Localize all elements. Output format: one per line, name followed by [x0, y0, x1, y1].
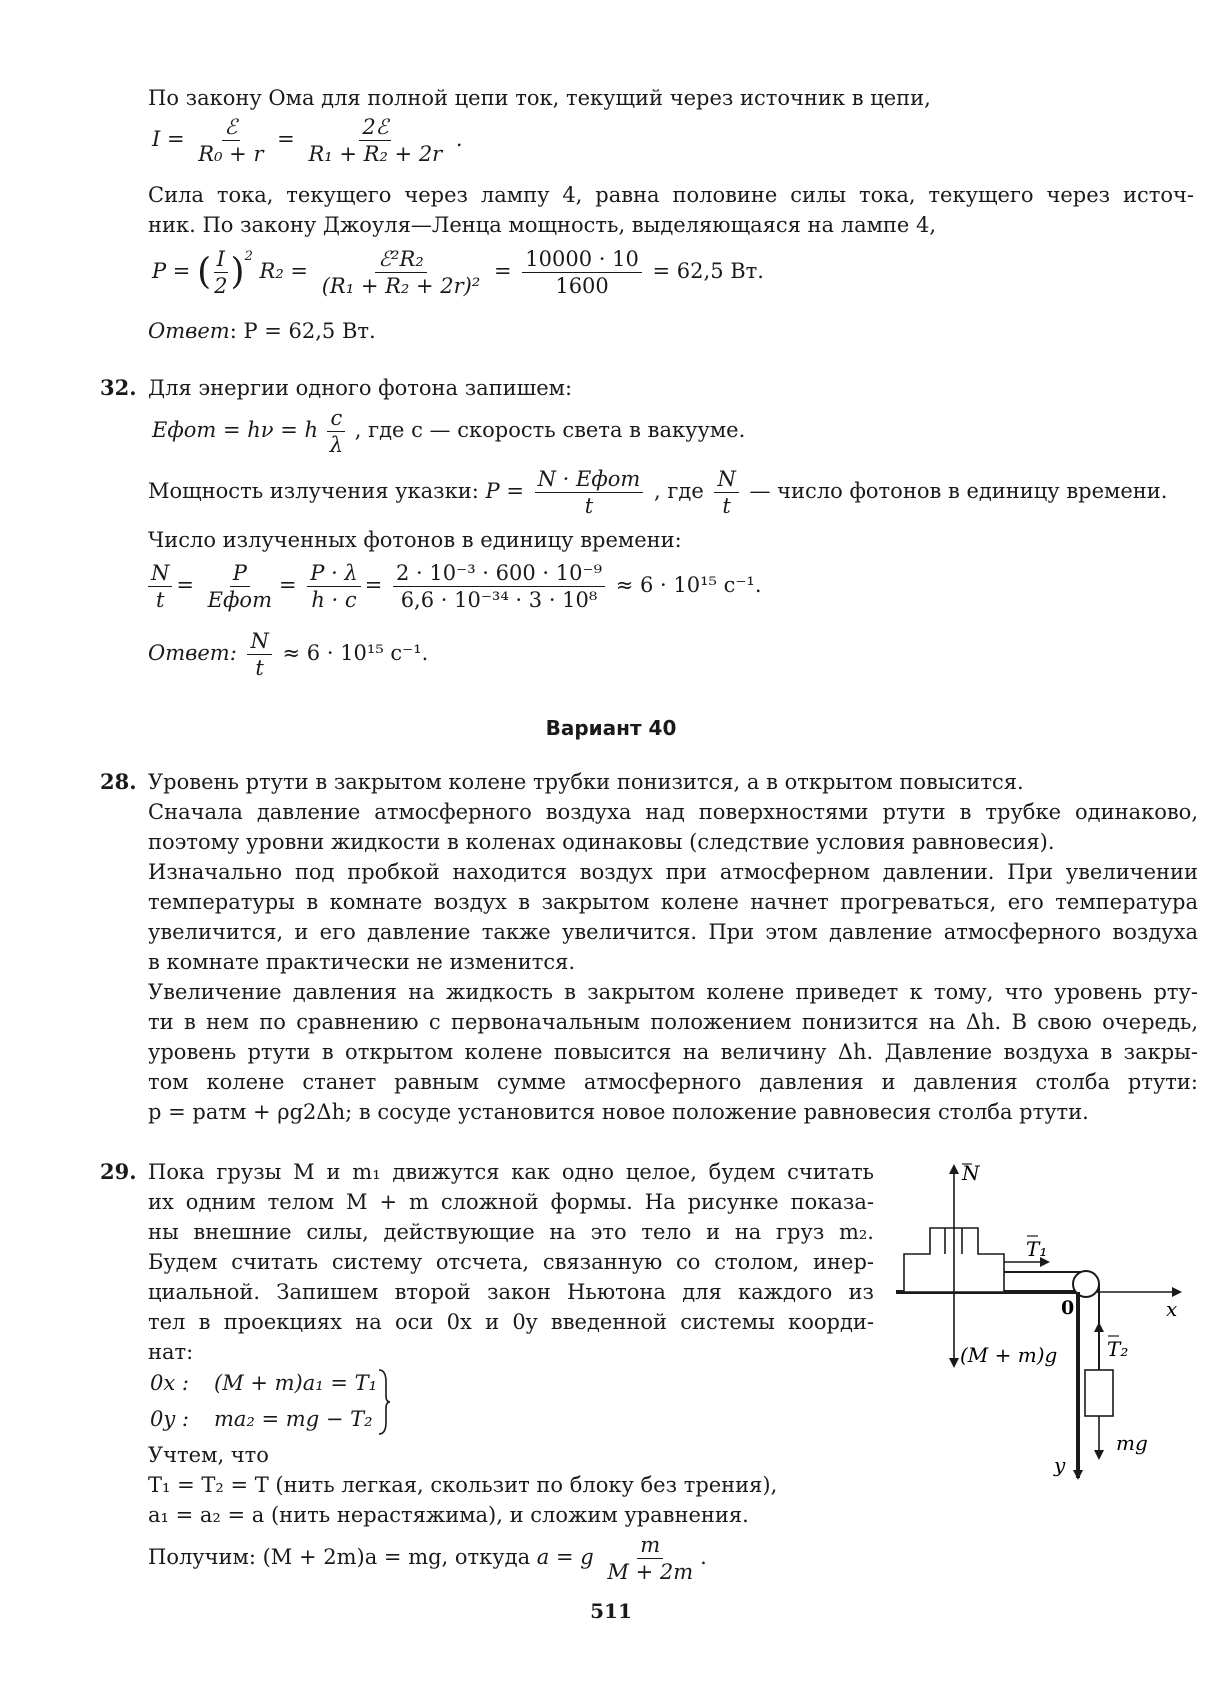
frac-num: ℰ — [222, 114, 241, 141]
formula-photon-energy — [152, 405, 745, 458]
text-line: поэтому уровни жидкости в коленах одинаковы (следствие условия равновесия). — [148, 830, 1055, 854]
text-line: Пока грузы M и m₁ движутся как одно целое, будем считать — [148, 1160, 874, 1184]
label-mg: mg — [1116, 1431, 1148, 1455]
text-line: том колене станет равным сумме атмосферного давления и давления столба ртути: — [148, 1070, 1198, 1094]
frac-num: N — [148, 560, 172, 587]
frac-num: N — [247, 628, 271, 655]
answer-text: : P = 62,5 Вт. — [229, 319, 376, 343]
frac-num: 10000 · 10 — [522, 246, 642, 273]
eq-body: ma₂ = mg − T₂ — [214, 1407, 373, 1431]
text-line: Уровень ртути в закрытом колене трубки понизится, а в открытом повысится. — [148, 770, 1024, 794]
text-line: T₁ = T₂ = T (нить легкая, скользит по блоку без трения), — [148, 1473, 778, 1497]
p29-final — [148, 1532, 707, 1585]
frac-den: t — [584, 494, 594, 518]
frac-num: P · λ — [307, 560, 360, 587]
frac-den: 6,6 · 10⁻³⁴ · 3 · 10⁸ — [400, 588, 598, 612]
p29-after — [148, 1440, 777, 1530]
period: . — [455, 127, 463, 151]
text-line: Увеличение давления на жидкость в закрытом колене приведет к тому, что уровень рту- — [148, 980, 1198, 1004]
frac-num: 2 · 10⁻³ · 600 · 10⁻⁹ — [393, 560, 605, 587]
final-lhs: a = g — [536, 1545, 594, 1569]
formula-photon-lhs: Eфот = hν = h — [152, 418, 319, 442]
label-T2: T₂ — [1107, 1337, 1129, 1361]
final-end: . — [700, 1545, 707, 1569]
p29-equation-y — [150, 1404, 373, 1434]
label-x: x — [1166, 1297, 1178, 1321]
text-line: Сначала давление атмосферного воздуха над поверхностями ртути в трубке одинаково, — [148, 800, 1198, 824]
p29-equation-x — [150, 1368, 377, 1398]
p32-line1: Для энергии одного фотона запишем: — [148, 376, 573, 400]
formula-photon-count: $\frac{N}{t}$ = $\frac{P}{\text{Eфот}}$ = $\frac{P \cdot \lambda}{h \cdot c}$ = $\frac{\text{2 · 10⁻³ · 600 · 10⁻⁹}}{\text{6,6 · 10⁻³⁴ · 3 · 10⁸}}$ ≈ 6 · 10¹⁵ с⁻¹. — [148, 560, 762, 613]
ohm-intro: По закону Ома для полной цепи ток, текущий через источник в цепи, — [148, 86, 931, 110]
ohm-answer — [148, 316, 376, 346]
frac-den: M + 2m — [607, 1560, 694, 1584]
text-line: в комнате практически не изменится. — [148, 950, 576, 974]
formula-photon-tail: , где c — скорость света в вакууме. — [354, 418, 746, 442]
eq-axis: 0y : — [150, 1407, 189, 1431]
problem-28-number: 28. — [100, 769, 137, 794]
equals: = — [493, 259, 512, 283]
equals: = — [277, 127, 295, 151]
frac-den: R₀ + r — [198, 142, 264, 166]
frac-den: 2 — [214, 274, 228, 298]
frac-den: t — [155, 588, 165, 612]
power-lhs: P = — [485, 479, 524, 503]
text-line: ти в нем по сравнению с первоначальным положением понизится на Δh. В свою очередь, — [148, 1010, 1198, 1034]
frac-den: t — [255, 656, 264, 680]
frac-num: P — [230, 560, 250, 587]
label-T1: T₁ — [1026, 1237, 1048, 1261]
label-N: N — [962, 1161, 980, 1185]
label-weight-body: (M + m)g — [960, 1343, 1058, 1367]
text-line: увеличится, и его давление также увеличится. При этом давление атмосферного воздуха — [148, 920, 1198, 944]
formula-power: P = ( $\frac{I}{2}$ )$^2$ R₂ = $\frac{\text{ℰ²R₂}}{\text{(R₁ + R₂ + 2r)²}}$ = $\frac{10000 \cdot 10}{1600}$ = 62,5 Вт. — [152, 247, 764, 298]
power-tail: — число фотонов в единицу времени. — [749, 479, 1168, 503]
p28-text — [148, 767, 1198, 1127]
frac-den: Eфот — [207, 588, 272, 612]
frac-num: 2ℰ — [359, 114, 391, 141]
frac-den: R₁ + R₂ + 2r — [308, 142, 443, 166]
problem-32-number: 32. — [100, 375, 137, 400]
text-line: температуры в комнате воздух в закрытом колене начнет прогреваться, его температура — [148, 890, 1198, 914]
force-diagram — [890, 1160, 1190, 1490]
power-prefix: Мощность излучения указки: — [148, 479, 479, 503]
p32-power-line — [148, 466, 1167, 519]
frac-num: m — [637, 1532, 663, 1559]
problem-29-number: 29. — [100, 1159, 137, 1184]
hanging-block — [1085, 1370, 1113, 1416]
frac-den: t — [722, 494, 731, 518]
answer-label: Ответ — [148, 319, 230, 343]
label-origin: 0 — [1061, 1297, 1075, 1319]
p32-count-line: Число излученных фотонов в единицу времени: — [148, 528, 682, 552]
p29-text — [148, 1157, 874, 1367]
ohm-paragraph — [148, 180, 1194, 210]
formula-power-lhs: P = — [152, 259, 191, 283]
system-brace — [376, 1368, 392, 1436]
frac-den: λ — [329, 433, 344, 457]
frac-den: 1600 — [555, 274, 609, 298]
eq-axis: 0x : — [150, 1371, 189, 1395]
text-line: циальной. Запишем второй закон Ньютона для каждого из — [148, 1280, 874, 1304]
text-line: уровень ртути в открытом колене повысится на величину Δh. Давление воздуха в закры- — [148, 1040, 1198, 1064]
frac-num: I — [214, 246, 228, 273]
text-line: Сила тока, текущего через лампу 4, равна половине силы тока, текущего через источ- — [148, 183, 1194, 207]
formula-power-r2: R₂ = — [259, 259, 309, 283]
text-line: ны внешние силы, действующие на это тело и на груз m₂. — [148, 1220, 874, 1244]
eq-body: (M + m)a₁ = T₁ — [214, 1371, 378, 1395]
answer-label: Ответ: — [148, 641, 237, 665]
answer-result: ≈ 6 · 10¹⁵ с⁻¹. — [282, 641, 429, 665]
text-line: Изначально под пробкой находится воздух при атмосферном давлении. При увеличении — [148, 860, 1198, 884]
p32-answer — [148, 628, 428, 681]
text-line: ник. По закону Джоуля—Ленца мощность, выделяющаяся на лампе 4, — [148, 213, 937, 237]
power-mid: , где — [654, 479, 704, 503]
text-line: Учтем, что — [148, 1443, 269, 1467]
final-prefix: Получим: (M + 2m)a = mg, откуда — [148, 1545, 531, 1569]
text-line: их одним телом M + m сложной формы. На рисунке показа- — [148, 1190, 874, 1214]
page-number: 511 — [590, 1599, 632, 1623]
formula-power-result: = 62,5 Вт. — [652, 259, 764, 283]
text-line: тел в проекциях на оси 0x и 0y введенной системы коорди- — [148, 1310, 874, 1334]
frac-den: (R₁ + R₂ + 2r)² — [321, 274, 481, 298]
count-result: ≈ 6 · 10¹⁵ с⁻¹. — [615, 573, 762, 597]
formula-current — [152, 114, 463, 167]
text-line: Будем считать систему отсчета, связанную со столом, инер- — [148, 1250, 874, 1274]
frac-num: N — [714, 466, 738, 493]
variant-heading: Вариант 40 — [545, 716, 677, 740]
text-line: a₁ = a₂ = a (нить нерастяжима), и сложим уравнения. — [148, 1503, 749, 1527]
frac-num: c — [327, 405, 345, 432]
formula-current-lhs: I = — [152, 127, 185, 151]
frac-den: h · c — [311, 588, 357, 612]
label-y: y — [1054, 1453, 1066, 1477]
frac-num: ℰ²R₂ — [375, 246, 426, 273]
text-line: нат: — [148, 1340, 194, 1364]
frac-num: N · Eфот — [535, 466, 644, 493]
text-line: p = pатм + ρg2Δh; в сосуде установится новое положение равновесия столба ртути. — [148, 1100, 1089, 1124]
